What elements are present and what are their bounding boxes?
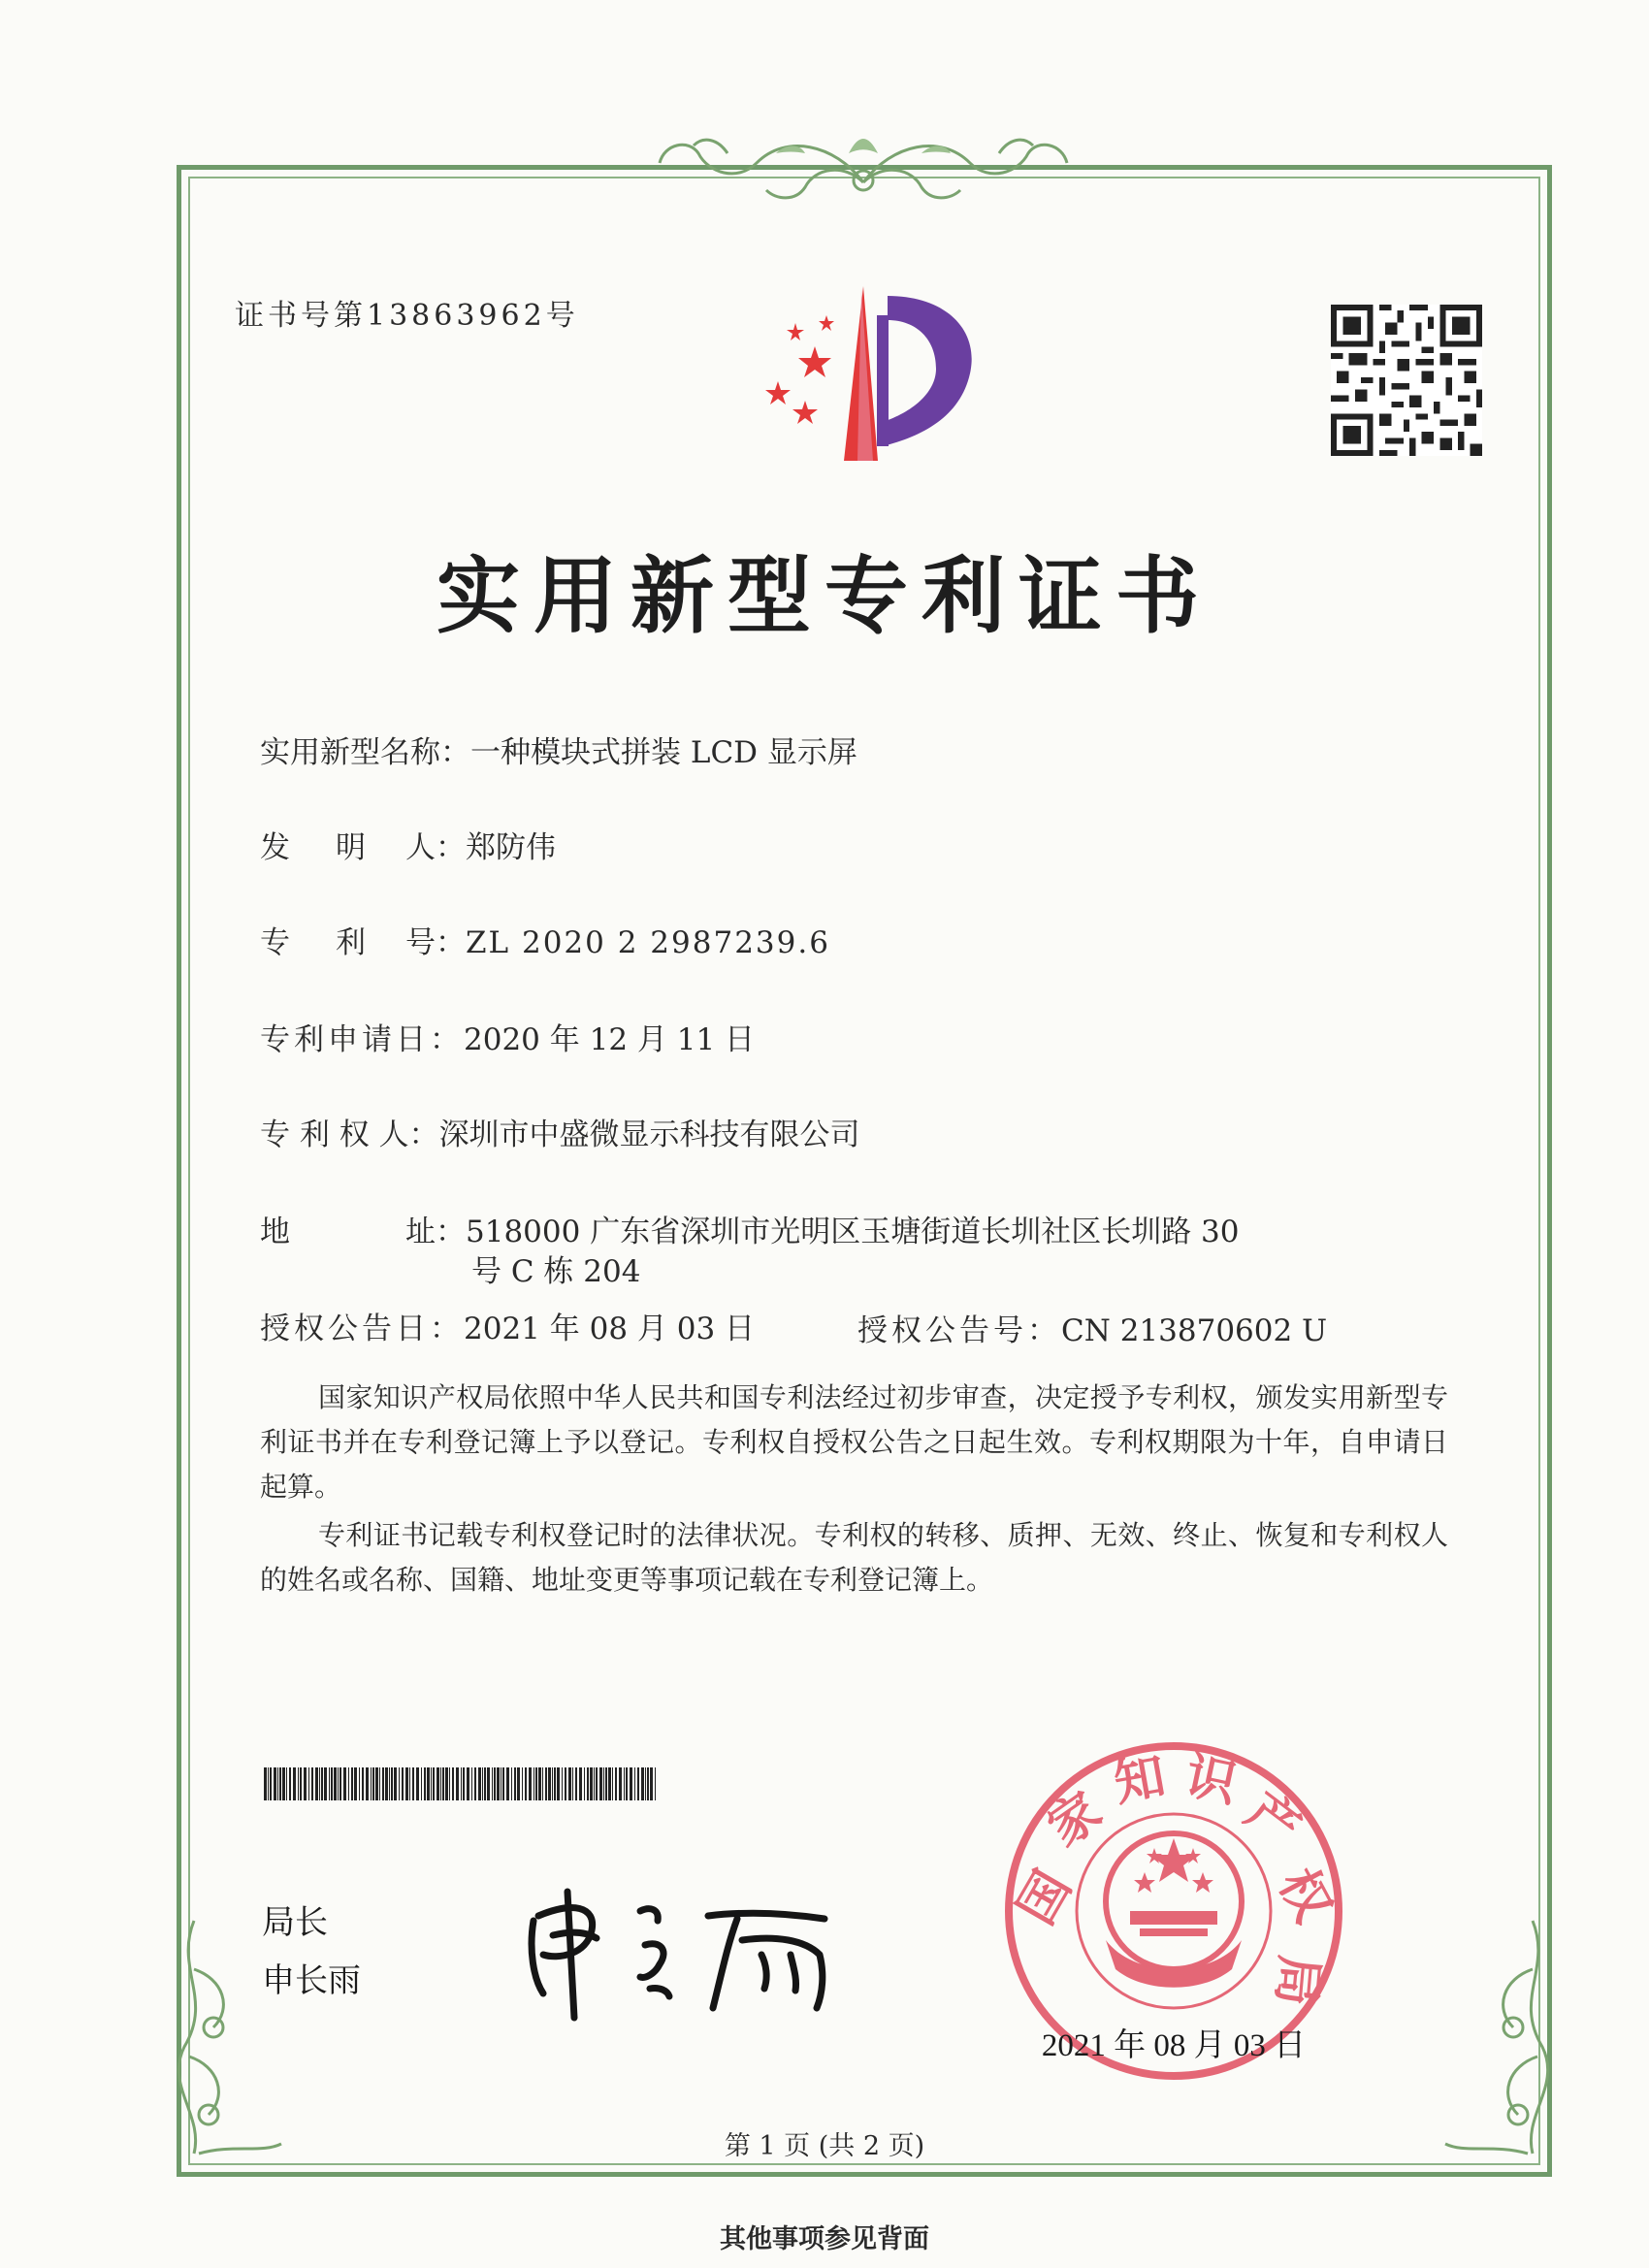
barcode-bar (351, 1767, 353, 1800)
barcode-bar (487, 1767, 490, 1800)
barcode-bar (274, 1767, 276, 1800)
svg-text:知: 知 (1110, 1747, 1170, 1814)
barcode-bar (424, 1767, 426, 1800)
barcode-bar (277, 1767, 278, 1800)
barcode-bar (311, 1767, 313, 1800)
barcode-bar (603, 1767, 604, 1800)
barcode-bar (442, 1767, 444, 1800)
barcode-bar (641, 1767, 644, 1800)
field-patentee (260, 1110, 860, 1153)
barcode-bar (619, 1767, 622, 1800)
certificate-title: 实用新型专利证书 (436, 547, 1212, 645)
barcode-bar (412, 1767, 414, 1800)
barcode-bar (478, 1767, 481, 1800)
field-application-date (260, 1015, 755, 1058)
barcode-bar (375, 1767, 378, 1800)
handwritten-signature (514, 1863, 863, 2027)
barcode-bar (467, 1767, 469, 1800)
field-label: 号： (405, 925, 466, 960)
barcode-bar (572, 1767, 573, 1800)
field-label: 发 (260, 830, 290, 865)
field-label: 址： (405, 1215, 466, 1249)
barcode-bar (624, 1767, 625, 1800)
barcode-bar (579, 1767, 582, 1800)
barcode-bar (615, 1767, 617, 1800)
barcode-bar (389, 1767, 390, 1800)
barcode-bar (471, 1767, 472, 1800)
barcode-bar (427, 1767, 430, 1800)
barcode-bar (575, 1767, 577, 1800)
field-label: 人： (405, 830, 466, 865)
field-value: CN 213870602 U (1061, 1313, 1328, 1348)
back-note: 其他事项参见背面 (720, 2224, 929, 2254)
barcode-bar (565, 1767, 566, 1800)
barcode-bar (319, 1767, 320, 1800)
barcode-bar (362, 1767, 364, 1800)
director-name: 申长雨 (262, 1961, 361, 2000)
barcode-bar (584, 1767, 585, 1800)
barcode-bar (268, 1767, 269, 1800)
barcode-bar (502, 1767, 504, 1800)
barcode-bar (463, 1767, 465, 1800)
field-value: 深圳市中盛微显示科技有限公司 (438, 1118, 860, 1152)
svg-text:识: 识 (1180, 1746, 1243, 1815)
barcode-bar (599, 1767, 602, 1800)
barcode-bar (449, 1767, 450, 1800)
field-utility-model-name (260, 728, 857, 771)
barcode-bar (399, 1767, 400, 1800)
legal-paragraph-2: 专利证书记载专利权登记时的法律状况。专利权的转移、质押、无效、终止、恢复和专利权人的姓名或名称、国籍、地址变更等事项记载在专利登记簿上。 (260, 1519, 1448, 1596)
barcode-bar (282, 1767, 285, 1800)
legal-paragraph-1: 国家知识产权局依照中华人民共和国专利法经过初步审查，决定授予专利权，颁发实用新型专利证书并在专利登记簿上予以登记。专利权自授权公告之日起生效。专利权期限为十年，自申请日起算。 (260, 1381, 1448, 1503)
barcode-bar (630, 1767, 632, 1800)
director-title: 局长 (262, 1903, 328, 1942)
barcode-bar (596, 1767, 598, 1800)
barcode-bar (568, 1767, 571, 1800)
barcode-icon (264, 1767, 662, 1800)
field-grant-number (857, 1306, 1327, 1349)
barcode-bar (331, 1767, 333, 1800)
barcode-bar (289, 1767, 291, 1800)
top-ornament (621, 124, 1106, 211)
barcode-bar (433, 1767, 435, 1800)
barcode-bar (514, 1767, 516, 1800)
barcode-bar (270, 1767, 272, 1800)
barcode-bar (379, 1767, 380, 1800)
barcode-bar (545, 1767, 547, 1800)
barcode-bar (511, 1767, 512, 1800)
barcode-bar (315, 1767, 318, 1800)
barcode-bar (548, 1767, 551, 1800)
barcode-bar (416, 1767, 419, 1800)
barcode-bar (494, 1767, 496, 1800)
field-grant-date (260, 1304, 755, 1347)
field-address-line2: 号 C 栋 204 (471, 1254, 641, 1289)
barcode-bar (634, 1767, 635, 1800)
barcode-bar (538, 1767, 541, 1800)
barcode-bar (329, 1767, 330, 1800)
barcode-bar (343, 1767, 346, 1800)
barcode-bar (372, 1767, 374, 1800)
barcode-bar (529, 1767, 532, 1800)
barcode-bar (371, 1767, 372, 1800)
barcode-bar (402, 1767, 404, 1800)
barcode-bar (492, 1767, 493, 1800)
cnipa-logo-icon (737, 276, 989, 470)
barcode-bar (382, 1767, 384, 1800)
barcode-bar (517, 1767, 520, 1800)
barcode-bar (340, 1767, 341, 1800)
svg-text:家: 家 (1037, 1781, 1113, 1859)
field-label: 明 (336, 830, 366, 865)
field-patent-number (260, 918, 830, 961)
barcode-bar (391, 1767, 393, 1800)
barcode-bar (605, 1767, 607, 1800)
barcode-bar (562, 1767, 563, 1800)
barcode-bar (522, 1767, 523, 1800)
barcode-bar (484, 1767, 486, 1800)
field-label: 授权公告号： (857, 1313, 1061, 1348)
svg-text:国: 国 (1007, 1861, 1083, 1935)
barcode-bar (525, 1767, 527, 1800)
field-label: 实用新型名称： (260, 735, 470, 770)
field-value: ZL 2020 2 2987239.6 (466, 925, 830, 960)
field-label: 地 (260, 1215, 290, 1249)
barcode-bar (354, 1767, 357, 1800)
barcode-bar (300, 1767, 302, 1800)
barcode-bar (535, 1767, 537, 1800)
barcode-bar (440, 1767, 441, 1800)
barcode-bar (557, 1767, 560, 1800)
barcode-bar (647, 1767, 649, 1800)
field-value: 2021 年 08 月 03 日 (464, 1312, 756, 1346)
barcode-bar (308, 1767, 309, 1800)
barcode-bar (655, 1767, 656, 1800)
field-value: 518000 广东省深圳市光明区玉塘街道长圳社区长圳路 30 (466, 1215, 1240, 1249)
barcode-bar (304, 1767, 307, 1800)
barcode-bar (279, 1767, 281, 1800)
barcode-bar (286, 1767, 287, 1800)
field-value: 2020 年 12 月 11 日 (464, 1022, 756, 1057)
field-address (260, 1207, 1240, 1250)
barcode-bar (542, 1767, 543, 1800)
barcode-bar (590, 1767, 593, 1800)
field-value: 郑防伟 (466, 830, 556, 865)
barcode-bar (461, 1767, 462, 1800)
barcode-bar (348, 1767, 349, 1800)
field-label: 专 (260, 925, 290, 960)
qr-code-icon (1331, 305, 1482, 456)
svg-text:局: 局 (1265, 1952, 1329, 2009)
barcode-bar (552, 1767, 553, 1800)
barcode-bar (293, 1767, 296, 1800)
svg-text:权: 权 (1267, 1859, 1342, 1932)
barcode-bar (452, 1767, 454, 1800)
barcode-bar (456, 1767, 459, 1800)
field-value: 一种模块式拼装 LCD 显示屏 (470, 735, 857, 770)
barcode-bar (298, 1767, 299, 1800)
barcode-bar (334, 1767, 337, 1800)
barcode-bar (338, 1767, 339, 1800)
barcode-bar (394, 1767, 397, 1800)
barcode-bar (445, 1767, 448, 1800)
barcode-bar (366, 1767, 369, 1800)
barcode-bar (436, 1767, 439, 1800)
seal-date: 2021 年 08 月 03 日 (1041, 2028, 1307, 2063)
barcode-bar (506, 1767, 509, 1800)
field-label: 专利申请日： (260, 1022, 464, 1057)
certificate-number: 证书号第13863962号 (235, 299, 579, 333)
barcode-bar (409, 1767, 410, 1800)
barcode-bar (385, 1767, 388, 1800)
barcode-bar (637, 1767, 639, 1800)
field-inventor (260, 823, 556, 866)
barcode-bar (324, 1767, 327, 1800)
field-label: 授权公告日： (260, 1312, 464, 1346)
barcode-bar (405, 1767, 408, 1800)
barcode-bar (421, 1767, 422, 1800)
barcode-bar (587, 1767, 589, 1800)
barcode-bar (359, 1767, 360, 1800)
barcode-bar (650, 1767, 653, 1800)
svg-text:产: 产 (1235, 1781, 1311, 1860)
page-indicator: 第 1 页 (共 2 页) (724, 2131, 925, 2161)
barcode-bar (608, 1767, 611, 1800)
barcode-bar (612, 1767, 613, 1800)
barcode-bar (321, 1767, 323, 1800)
barcode-bar (497, 1767, 500, 1800)
field-label: 专 利 权 人： (260, 1118, 439, 1152)
barcode-bar (594, 1767, 595, 1800)
barcode-bar (264, 1767, 267, 1800)
barcode-bar (626, 1767, 628, 1800)
field-label: 利 (336, 925, 366, 960)
barcode-bar (431, 1767, 432, 1800)
barcode-bar (554, 1767, 556, 1800)
barcode-bar (474, 1767, 476, 1800)
barcode-bar (482, 1767, 483, 1800)
barcode-bar (645, 1767, 646, 1800)
